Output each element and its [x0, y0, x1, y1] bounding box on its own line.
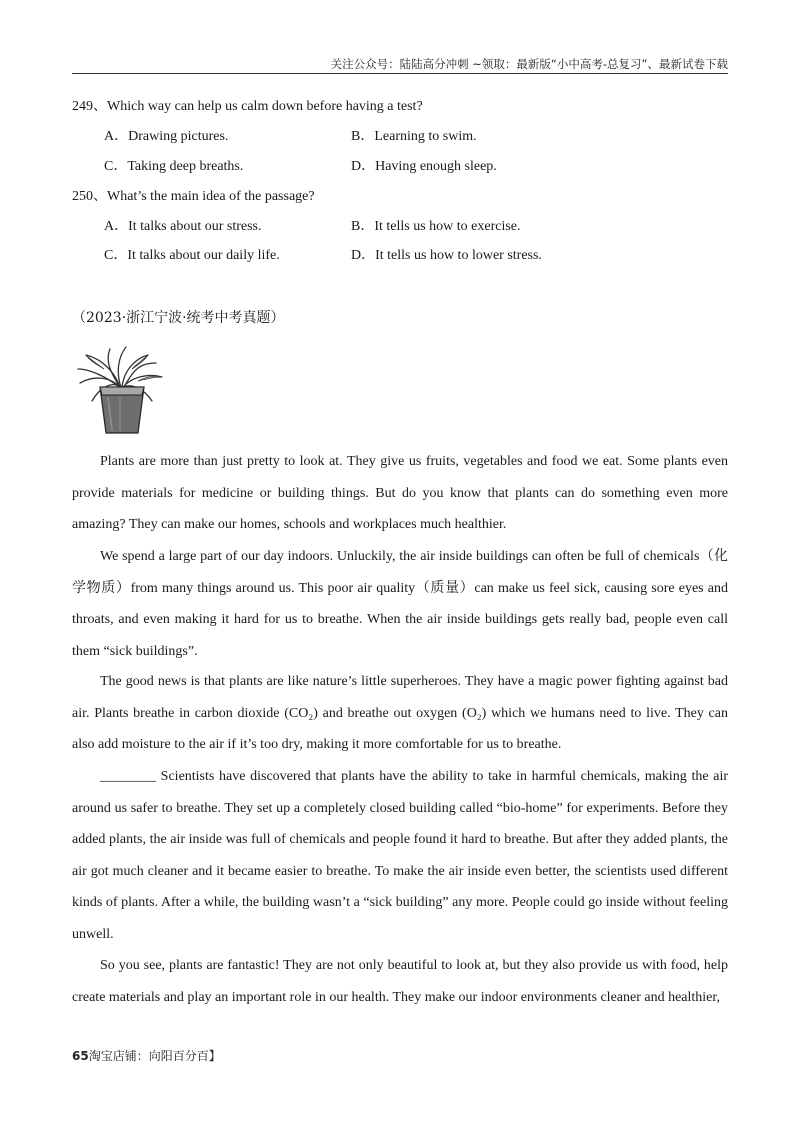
question-250-option-d: D．It tells us how to lower stress.: [351, 248, 542, 263]
passage-paragraph-3: The good news is that plants are like nature’s little superheroes. They have a magic power fighting against bad air. Plants breathe in carbon dioxide (CO₂) and breathe out oxygen (O₂) which we humans need to live. They can also add moisture to the air if it’s too dry, making it more comfortable for us to breathe.: [72, 674, 728, 752]
footer-shop-name: 淘宝店铺：向阳百分百】: [88, 1049, 221, 1063]
source-note: （2023·浙江宁波·统考中考真题）: [72, 310, 285, 326]
question-249-option-d: D．Having enough sleep.: [351, 159, 497, 174]
question-249-stem: 249、Which way can help us calm down before having a test?: [72, 99, 423, 114]
potted-plant-icon: [74, 343, 170, 435]
passage-paragraph-5: So you see, plants are fantastic! They are not only beautiful to look at, but they also provide us with food, help create materials and play an important role in our health. They make our indoor environments cleaner and healthier,: [72, 958, 728, 1005]
passage-paragraph-4: ________ Scientists have discovered that plants have the ability to take in harmful chemicals, making the air around us safer to breathe. They set up a completely closed building called “bio-home” for experiments. Before they added plants, the air inside was full of chemicals and people found it hard to breathe. But after they added plants, the air got much cleaner and it became easier to breathe. To make the air inside even better, the scientists used different kinds of plants. After a while, the building wasn’t a “sick building” any more. People could go inside without feeling unwell.: [72, 769, 728, 942]
passage-paragraph-2: We spend a large part of our day indoors. Unluckily, the air inside buildings can often be full of chemicals（化学物质）from many things around us. This poor air quality（质量）can make us feel sick, causing sore eyes and throats, and even making it hard for us to breathe. When the air inside buildings gets really bad, people even call them “sick buildings”.: [72, 549, 728, 659]
header-divider: [72, 73, 728, 74]
page-header: 关注公众号：陆陆高分冲刺 ~领取：最新版“小中高考-总复习”、最新试卷下载: [330, 57, 728, 71]
question-250-option-c: C．It talks about our daily life.: [104, 248, 280, 263]
question-250-option-b: B．It tells us how to exercise.: [351, 219, 521, 234]
page-footer: [72, 1047, 221, 1064]
passage-paragraph-1: Plants are more than just pretty to look at. They give us fruits, vegetables and food we eat. Some plants even provide materials for medicine or building things. But do you know that plants can do something even more amazing? They can make our homes, schools and workplaces much healthier.: [72, 454, 728, 532]
question-250-option-a: A．It talks about our stress.: [104, 219, 262, 234]
question-249-option-a: A．Drawing pictures.: [104, 129, 229, 144]
question-249-option-b: B．Learning to swim.: [351, 129, 477, 144]
page-number: 65: [72, 1049, 89, 1063]
question-249-option-c: C．Taking deep breaths.: [104, 159, 244, 174]
question-250-stem: 250、What’s the main idea of the passage?: [72, 189, 315, 204]
